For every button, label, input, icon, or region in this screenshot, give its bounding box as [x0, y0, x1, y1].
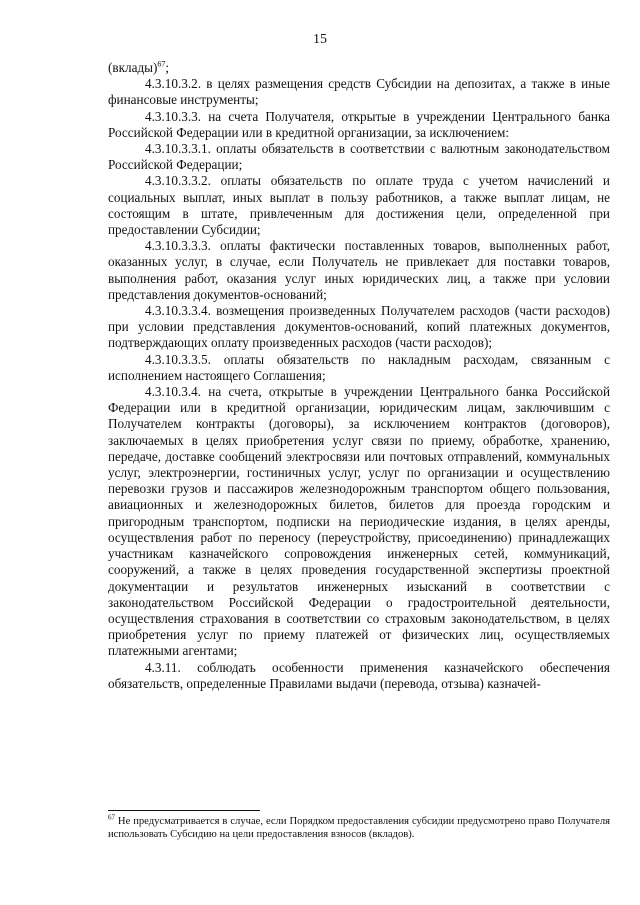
footnote [108, 815, 610, 841]
paragraph-4-3-10-3-4: 4.3.10.3.4. на счета, открытые в учреждении Центрального банка Российской Федерации или в кредитной организации, юридическим лицам, заключившим с Получателем контракты (договоры), за исключением контрактов (договоров), заключаемых в целях приобретения услуг связи по приему, обработке, хранению, передаче, доставке сообщений электросвязи или почтовых отправлений, коммунальных услуг, электроэнергии, гостиничных услуг, услуг по организации и осуществлению перевозки грузов и пассажиров железнодорожным транспортом общего пользования, авиационных и железнодорожных билетов, билетов для проезда городским и пригородным транспортом, подписки на периодические издания, в целях аренды, осуществления работ по переносу (переустройству, присоединению) принадлежащих участникам казначейского сопровождения инженерных сетей, коммуникаций, сооружений, а также в целях проведения государственной экспертизы проектной документации и результатов инженерных изысканий в соответствии с законодательством Российской Федерации о градостроительной деятельности, осуществления страхования в соответствии со страховым законодательством, в целях приобретения услуг по приему платежей от физических лиц, осуществляемых платежными агентами; [108, 384, 610, 659]
paragraph-tail: ; [165, 60, 170, 75]
paragraph-4-3-10-3-3-2: 4.3.10.3.3.2. оплаты обязательств по оплате труда с учетом начислений и социальных выплат, иных выплат в пользу работников, а также выплат лицам, не состоящим в штате, привлеченным для достижения цели, определенной при предоставлении Субсидии; [108, 173, 610, 238]
paragraph-4-3-10-3-3-3: 4.3.10.3.3.3. оплаты фактически поставленных товаров, выполненных работ, оказанных услуг, в случае, если Получатель не привлекает для поставки товаров, выполнения работ, оказания услуг иных юридических лиц, а также при условии представления документов-оснований; [108, 238, 610, 302]
footnote-divider [108, 810, 260, 811]
paragraph-text: (вклады) [108, 60, 158, 75]
paragraph-4-3-10-3-3-1: 4.3.10.3.3.1. оплаты обязательств в соответствии с валютным законодательством Российской Федерации; [108, 141, 610, 173]
footnote-marker: 67 [108, 813, 115, 822]
paragraph-4-3-11: 4.3.11. соблюдать особенности применения казначейского обеспечения обязательств, определенные Правилами выдачи (перевода, отзыва) казначей- [108, 659, 610, 691]
footnote-text: Не предусматривается в случае, если Порядком предоставления субсидии предусмотрено право Получателя использовать Субсидию на цели предоставления взносов (вкладов). [108, 816, 610, 840]
page-number: 15 [313, 32, 327, 47]
paragraph-4-3-10-3-3-4: 4.3.10.3.3.4. возмещения произведенных Получателем расходов (части расходов) при условии представления документов-оснований, копий платежных документов, подтверждающих оплату произведенных расходов (части расходов); [108, 303, 610, 351]
footnote-reference[interactable]: 67 [157, 59, 166, 69]
paragraph-4-3-10-3-2: 4.3.10.3.2. в целях размещения средств Субсидии на депозитах, а также в иные финансовые инструменты; [108, 76, 610, 108]
body-text [108, 60, 610, 692]
paragraph-continuation [108, 60, 610, 76]
paragraph-4-3-10-3-3: 4.3.10.3.3. на счета Получателя, открытые в учреждении Центрального банка Российской Федерации или в кредитной организации, за исключением: [108, 108, 610, 140]
paragraph-4-3-10-3-3-5: 4.3.10.3.3.5. оплаты обязательств по накладным расходам, связанным с исполнением настоящего Соглашения; [108, 351, 610, 383]
